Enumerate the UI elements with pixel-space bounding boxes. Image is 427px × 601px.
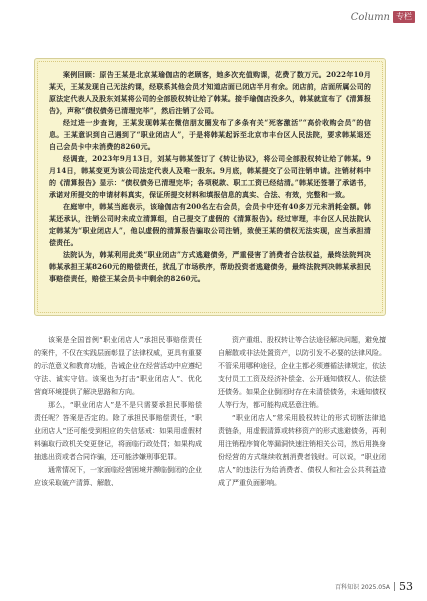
article-body [34, 334, 386, 490]
column-header [351, 10, 415, 24]
case-paragraph: 在庭审中，韩某当庭表示，该瑜伽店有200名左右会员，会员卡中还有40多万元未消耗金额。韩某还承认，注销公司时未成立清算组，自己提交了虚假的《清算报告》。经过审理，丰台区人民法院认定韩某为“职业闭店人”，他以虚假的清算报告骗取公司注销，致使王某的债权无法实现，应当承担清偿责任。 [49, 202, 371, 247]
case-paragraph: 经调查，2023年9月13日，刘某与韩某签订了《转让协议》，将公司全部股权转让给了韩某。9月14日，韩某变更为该公司法定代表人及唯一股东。9月底，韩某提交了公司注销申请。注销材料中的《清算报告》显示：“债权债务已清理完毕；各项税款、职工工资已经结清。”韩某还签署了承诺书，承诺对所提交的申请材料真实，保证所提交材料和填报信息的真实、合法、有效，完整和一致。 [49, 154, 371, 199]
case-paragraph: 法院认为，韩某利用此类“职业闭店”方式逃避债务，严重侵害了消费者合法权益，最终法院判决韩某承担王某8260元的赔偿责任，扰乱了市场秩序，帮助投资者逃避债务，最终法院判决韩某承担民事赔偿责任，赔偿王某会员卡中剩余的8260元。 [49, 250, 371, 283]
column-label: Column [350, 11, 390, 23]
page-number: 53 [399, 580, 413, 593]
case-review-box [34, 58, 386, 316]
body-paragraph: 通常情况下，一家面临经营困境并濒临倒闭的企业应该采取破产清算、解散、 [34, 466, 202, 487]
body-paragraph: 该案是全国首例“职业闭店人”承担民事赔偿责任的案件，不仅在实践层面彰显了法律权威，更具有重要的示范意义和教育功能，告诫企业在经营活动中应遵纪守法、诚实守信。该案也为打击“职业闭店人”、优化营商环境提供了解决思路和方向。 [34, 336, 202, 396]
body-paragraph: 资产重组、股权转让等合法途径解决问题，避免擅自解散或非法处置资产，以防引发不必要的法律风险。不管采用哪种途径，企业主都必须遵循法律规定，依法支付员工工资及经济补偿金、公开通知债权人、依法偿还债务。如果企业倒闭时存在未清偿债务，未通知债权人等行为，都可能构成恶意注销。 [218, 336, 386, 409]
case-paragraph: 案例回顾：原告王某是北京某瑜伽店的老顾客，她多次充值购课，花费了数万元。2022年10月某天，王某发现自己无法约课，经联系其他会员才知道店面已闭店半月有余。闭店前，店面所属公司的原法定代表人及股东刘某将公司的全部股权转让给了韩某。接手瑜伽店没多久，韩某就宣布了《清算报告》，声称“债权债务已清理完毕”，然后注销了公司。 [49, 70, 371, 115]
magazine-issue: 百科知识 2025.05A [335, 584, 390, 591]
column-badge: 专栏 [393, 11, 415, 23]
footer-divider [394, 582, 395, 591]
left-column [34, 334, 202, 490]
page-footer [335, 580, 413, 593]
body-paragraph: “职业闭店人”常采用股权转让的形式切断法律追责链条，用虚假清算或转移资产的形式逃避债务，再利用注销程序简化等漏洞快速注销相关公司，然后用换身份经营的方式继续收割消费者钱财。可以说，“职业闭店人”的违法行为给消费者、债权人和社会公共利益造成了严重负面影响。 [218, 414, 386, 487]
right-column [218, 334, 386, 490]
body-paragraph: 那么，“职业闭店人”是不是只需要承担民事赔偿责任呢？答案是否定的。除了承担民事赔偿责任，“职业闭店人”还可能受到相应的失信惩戒：如果用虚假材料骗取行政机关变更登记，将面临行政处罚；如果构成抽逃出资或者合同诈骗，还可能涉嫌刑事犯罪。 [34, 401, 202, 461]
case-paragraph: 经过进一步查询，王某发现韩某在微信朋友圈发布了多条有关“死客激活”“高价收购会员”的信息。王某意识到自己遇到了“职业闭店人”，于是将韩某起诉至北京市丰台区人民法院，要求韩某退还自己会员卡中未消费的8260元。 [49, 118, 371, 151]
